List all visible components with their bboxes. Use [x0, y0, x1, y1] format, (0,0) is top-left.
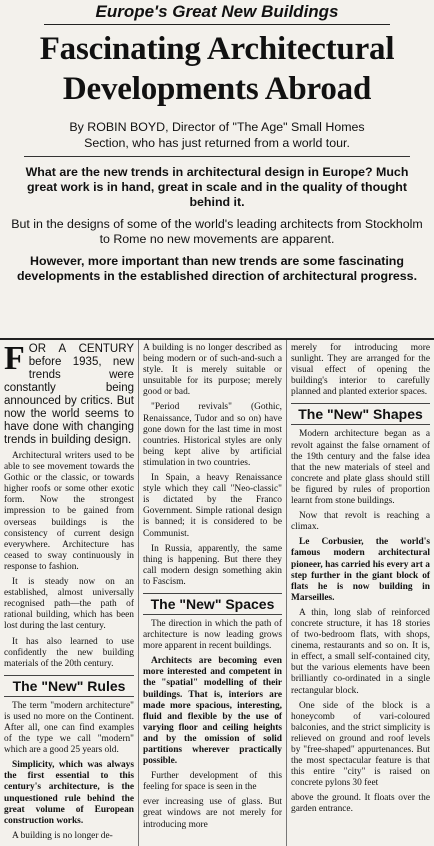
col3-paragraph: One side of the block is a honeycomb of vari-coloured balconies, and the strict simplicity is relieved on ground and roof levels by "free-shaped" appurtenances. But the most spectacular feature is that this entire "city" is raised on concrete pylons 30 feet — [291, 700, 430, 789]
byline-line-2: Section, who has just returned from a world tour. — [84, 136, 350, 150]
subhead-new-rules: The "New" Rules — [4, 675, 134, 697]
col3-paragraph: Le Corbusier, the world's famous modern architectural pioneer, has carried his every art a step further in the giant block of flats he is now building in Marseilles. — [291, 537, 430, 603]
col2-paragraph: A building is no longer described as being modern or of such-and-such a style. It is merely suitable or unsuitable for its purpose; merely good or bad. — [143, 343, 282, 398]
col1-paragraph: Architectural writers used to be able to see movement towards the Gothic or the classic, or towards higher roofs or some other exotic form. Now the strongest impression to be gained from overseas buildings is the consistency of current design everywhere. Architecture has ceased to sway continuously in response to fashion. — [4, 451, 134, 572]
article-columns — [0, 338, 434, 841]
col1-paragraph: The term "modern architecture" is used no more on the Continent. After all, one can find examples of the type we call "modern" which are a good 25 years old. — [4, 700, 134, 756]
lead-text: OR A CENTURY before 1935, new trends were constantly being announced by critics. But now the world seems to have done with changing trends in building design. — [4, 343, 134, 446]
byline-line-1: By ROBIN BOYD, Director of "The Age" Small Homes — [69, 120, 365, 134]
headline-line-2: Developments Abroad — [62, 71, 372, 107]
standfirst-paragraph-2: But in the designs of some of the world's leading architects from Stockholm to Rome no new movements are apparent. — [11, 217, 423, 246]
column-2 — [138, 340, 286, 846]
col3-paragraph: A thin, long slab of reinforced concrete structure, it has 18 stories of two-bedroom flats, with shops, cinema, restaurants and so on. It is, in effect, a small self-contained city, but the various elements have been brilliantly co-ordinated in a single rectangular block. — [291, 607, 430, 696]
standfirst-paragraph-3: However, more important than new trends are some fascinating developments in the established direction of architectural progress. — [16, 254, 418, 283]
col2-paragraph: The direction in which the path of architecture is now leading grows more apparent in recent buildings. — [143, 618, 282, 652]
standfirst-paragraph-1: What are the new trends in architectural design in Europe? Much great work is in hand, great in scale and in the quality of thought behind it. — [25, 165, 409, 209]
col2-paragraph: ever increasing use of glass. But great windows are not merely for introducing more — [143, 797, 282, 830]
section-kicker: Europe's Great New Buildings — [44, 2, 390, 25]
col1-paragraph: Simplicity, which was always the first essential to this century's architecture, is the unquestioned rule behind the great volume of European construction works. — [4, 760, 134, 826]
subhead-new-spaces: The "New" Spaces — [143, 593, 282, 615]
col3-paragraph: Modern architecture began as a revolt against the false ornament of the 19th century and the false idea that the new materials of steel and concrete and plate glass should still be figured by rules of proportion learnt from stone buildings. — [291, 429, 430, 507]
col2-paragraph: "Period revivals" (Gothic, Renaissance, Tudor and so on) have gone down for the last time in most countries. Historical styles are only being kept alive by artificial stimulation in two countries. — [143, 402, 282, 468]
column-3 — [286, 340, 434, 846]
col1-paragraph: A building is no longer de- — [12, 830, 113, 841]
subhead-new-shapes: The "New" Shapes — [291, 403, 430, 425]
column-1 — [0, 340, 138, 846]
col2-paragraph: In Spain, a heavy Renaissance style which they call "Neo-classic" is dictated by the Franco Government. Simple rational design is banned; it is considered to be Communist. — [143, 473, 282, 539]
col2-paragraph: Further development of this feeling for space is seen in the — [143, 771, 282, 793]
col1-paragraph: It has also learned to use confidently the new building materials of the 20th century. — [4, 636, 134, 669]
drop-cap: F — [4, 340, 25, 377]
standfirst — [10, 165, 424, 284]
col1-paragraph: It is steady now on an established, almost universally recognised path—the path of rational building, which has been lost during the last century. — [4, 577, 134, 632]
byline — [24, 119, 410, 157]
headline — [4, 29, 430, 109]
headline-line-1: Fascinating Architectural — [39, 31, 395, 67]
col2-paragraph: In Russia, apparently, the same thing is happening. But there they call modern design something akin to Fascism. — [143, 543, 282, 587]
col2-paragraph: Architects are becoming even more interested and competent in the "spatial" modelling of their buildings. That is, interiors are made more spacious, interesting, fluid and flexible by the use of varying floor and ceiling heights and by the omission of solid partitions wherever practically possible. — [143, 656, 282, 767]
col3-paragraph: Now that revolt is reaching a climax. — [291, 511, 430, 533]
lead-paragraph — [4, 340, 134, 447]
col3-paragraph: above the ground. It floats over the garden entrance. — [291, 793, 430, 815]
col3-paragraph: merely for introducing more sunlight. They are arranged for the visual effect of opening the building's interior to carefully planned and planted exterior spaces. — [291, 343, 430, 398]
